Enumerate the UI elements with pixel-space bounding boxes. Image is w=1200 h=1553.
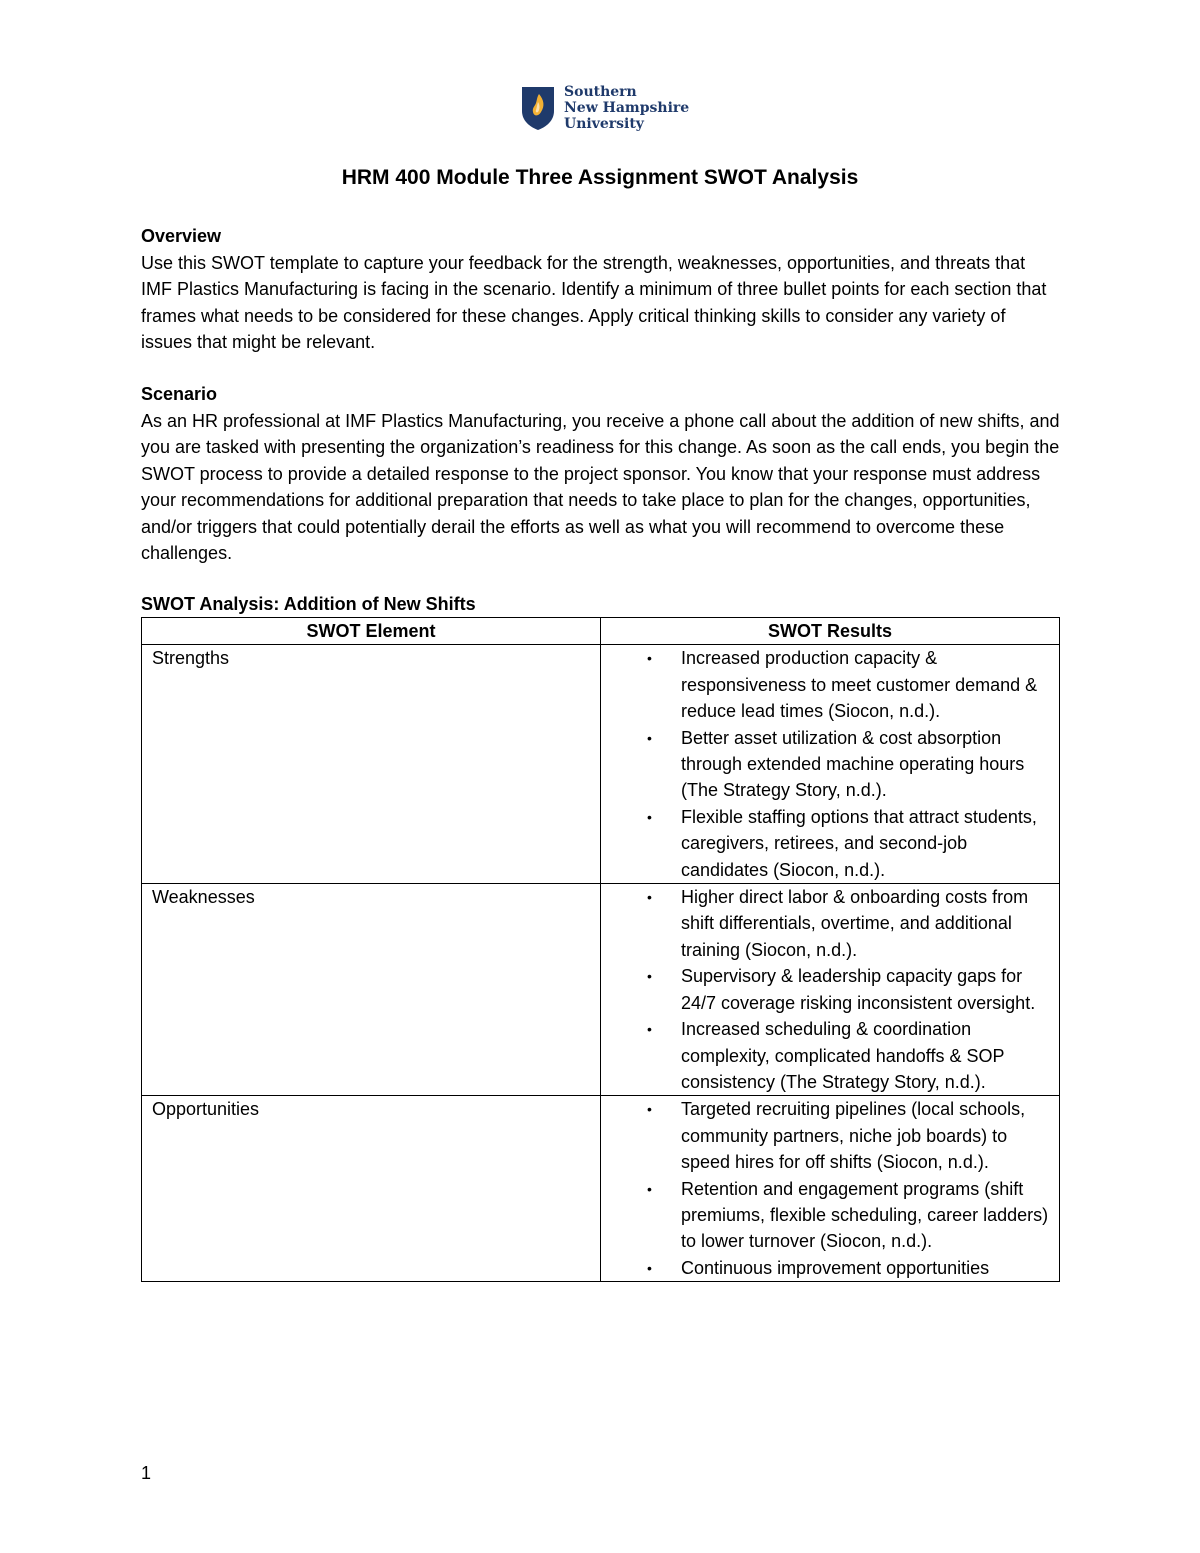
table-row <box>142 1096 1060 1282</box>
swot-element-cell: Strengths <box>142 645 601 884</box>
university-logo <box>520 84 689 132</box>
bullet-icon: • <box>647 968 652 985</box>
overview-body: Use this SWOT template to capture your feedback for the strength, weaknesses, opportunities, and threats that IMF Plastics Manufacturing is facing in the scenario. Identify a minimum of three bullet points for each section that frames what needs to be considered for these changes. Apply critical thinking skills to consider any variety of issues that might be relevant. <box>141 252 1047 352</box>
document-title: HRM 400 Module Three Assignment SWOT Analysis <box>341 166 859 189</box>
bullet-list <box>611 884 1049 1095</box>
logo-line-2: New Hampshire <box>564 100 690 116</box>
bullet-text: Higher direct labor & onboarding costs from shift differentials, overtime, and additional training (Siocon, n.d.). <box>681 887 1029 960</box>
bullet-icon: • <box>647 1259 652 1276</box>
bullet-icon: • <box>647 889 652 906</box>
logo-wordmark <box>564 84 689 132</box>
bullet-text: Flexible staffing options that attract students, caregivers, retirees, and second-job candidates (Siocon, n.d.). <box>681 806 1037 880</box>
logo-line-1: Southern <box>564 84 637 100</box>
overview-heading: Overview <box>141 226 222 246</box>
bullet-text: Supervisory & leadership capacity gaps for 24/7 coverage risking inconsistent oversight. <box>681 966 1036 1013</box>
bullet-icon: • <box>647 808 652 825</box>
bullet-icon: • <box>647 650 652 667</box>
swot-results-cell <box>601 884 1060 1096</box>
overview-section <box>141 223 1061 356</box>
list-item <box>647 963 1049 1016</box>
shield-flame-icon <box>520 85 556 131</box>
bullet-text: Targeted recruiting pipelines (local schools, community partners, niche job boards) to speed hires for off shifts (Siocon, n.d.). <box>681 1099 1026 1173</box>
list-item <box>647 1255 1049 1281</box>
list-item <box>647 1096 1049 1175</box>
bullet-list <box>611 1096 1049 1281</box>
scenario-body: As an HR professional at IMF Plastics Manufacturing, you receive a phone call about the addition of new shifts, and you are tasked with presenting the organization’s readiness for this change. As soon as the call ends, you begin the SWOT process to provide a detailed response to the project sponsor. You know that your response must address your recommendations for additional preparation that needs to take place to plan for the changes, opportunities, and/or triggers that could potentially derail the efforts as well as what you will recommend to overcome these challenges. <box>141 410 1060 563</box>
bullet-text: Increased production capacity & responsiveness to meet customer demand & reduce lead times (Siocon, n.d.). <box>681 648 1038 722</box>
page-number: 1 <box>141 1463 152 1483</box>
bullet-list <box>611 645 1049 883</box>
list-item <box>647 884 1049 963</box>
list-item <box>647 1176 1049 1255</box>
logo-line-3: University <box>564 116 644 132</box>
table-caption: SWOT Analysis: Addition of New Shifts <box>141 594 476 614</box>
swot-results-cell <box>601 645 1060 884</box>
scenario-heading: Scenario <box>141 384 218 404</box>
scenario-section <box>141 381 1061 567</box>
bullet-text: Continuous improvement opportunities <box>681 1257 990 1278</box>
swot-results-cell <box>601 1096 1060 1282</box>
column-header-element: SWOT Element <box>142 618 601 645</box>
bullet-icon: • <box>647 729 652 746</box>
table-row <box>142 884 1060 1096</box>
swot-element-cell: Weaknesses <box>142 884 601 1096</box>
swot-table <box>141 617 1060 1282</box>
list-item <box>647 1016 1049 1095</box>
column-header-results: SWOT Results <box>601 618 1060 645</box>
bullet-icon: • <box>647 1101 652 1118</box>
list-item <box>647 645 1049 724</box>
bullet-text: Retention and engagement programs (shift premiums, flexible scheduling, career ladders) to lower turnover (Siocon, n.d.). <box>681 1178 1049 1252</box>
list-item <box>647 804 1049 883</box>
list-item <box>647 725 1049 804</box>
bullet-icon: • <box>647 1180 652 1197</box>
table-row <box>142 645 1060 884</box>
swot-element-cell: Opportunities <box>142 1096 601 1282</box>
bullet-text: Better asset utilization & cost absorption through extended machine operating hours (The Strategy Story, n.d.). <box>681 727 1025 801</box>
bullet-icon: • <box>647 1021 652 1038</box>
table-header-row <box>142 618 1060 645</box>
bullet-text: Increased scheduling & coordination complexity, complicated handoffs & SOP consistency (The Strategy Story, n.d.). <box>681 1019 1005 1092</box>
